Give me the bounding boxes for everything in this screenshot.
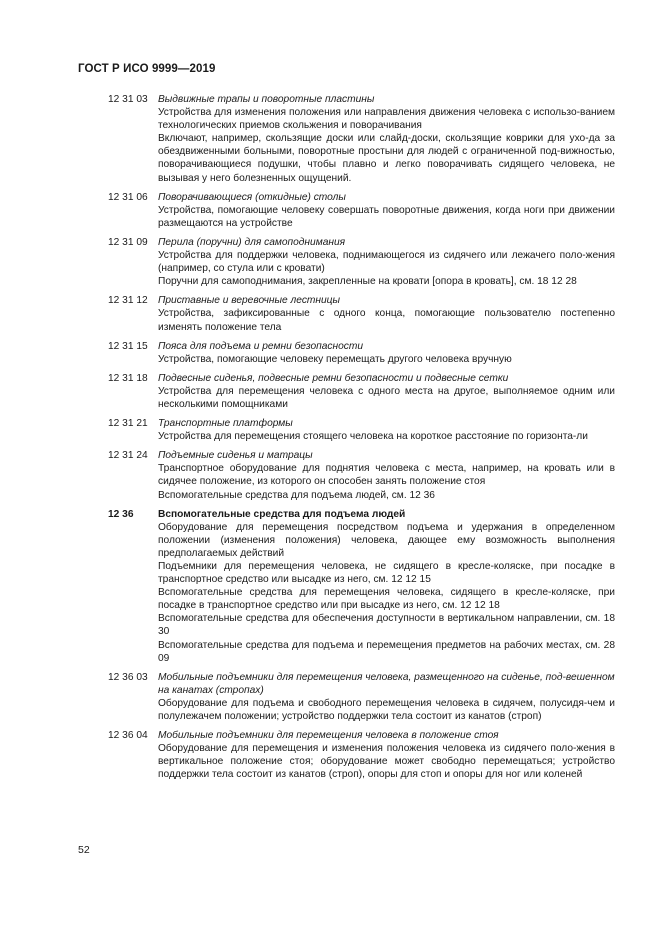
entry-body <box>158 93 615 185</box>
entry-paragraph: Подъемники для перемещения человека, не сидящего в кресле-коляске, при посадке в транспортное средство или высадке из него, см. 12 12 15 <box>158 561 615 586</box>
entry-body <box>158 372 615 411</box>
entry-body <box>158 340 615 366</box>
entry-code: 12 31 24 <box>108 450 148 462</box>
page-number: 52 <box>78 844 90 856</box>
entry-paragraph: Вспомогательные средства для перемещения человека, сидящего в кресле-коляске, при посадке в транспортное средство или при высадке из него, см. 12 12 18 <box>158 587 615 612</box>
entry-title: Транспортные платформы <box>158 418 293 430</box>
entry-title: Выдвижные трапы и поворотные пластины <box>158 94 375 105</box>
entry-body <box>158 236 615 288</box>
entry-code: 12 36 <box>108 508 134 520</box>
entry-paragraph: Устройства, помогающие человеку перемещать другого человека вручную <box>158 353 512 365</box>
entry-code: 12 31 12 <box>108 295 148 307</box>
classification-entry <box>0 508 661 665</box>
entry-paragraph: Устройства, помогающие человеку совершать поворотные движения, когда ноги при движении размещаются на устройстве <box>158 204 615 229</box>
entry-paragraph: Транспортное оборудование для поднятия человека с места, например, на кровать или в сидячее положение, из которого он способен занять положение стоя <box>158 463 615 488</box>
entry-code: 12 36 04 <box>108 730 148 742</box>
entry-paragraph: Оборудование для перемещения и изменения положения человека из сидячего поло-жения в вертикальное положение стоя; оборудование может свободно перемещаться; устройство поддержки тела состоит из канатов (строп), опоры для стоп и опоры для ног или коленей <box>158 743 615 781</box>
entry-code: 12 31 21 <box>108 418 148 430</box>
entry-paragraph: Оборудование для подъема и свободного перемещения человека в сидячем, полусидя-чем и полулежачем положении; устройство поддержки тела состоит из канатов (строп) <box>158 697 615 723</box>
entry-body <box>158 671 615 723</box>
entry-paragraph: Поручни для самоподнимания, закрепленные на кровати [опора в кровать], см. 18 12 28 <box>158 276 577 288</box>
entry-paragraph: Оборудование для перемещения посредством подъема и удержания в определенном положении (изменения положения) человека, дающее ему возможность выполнения предполагаемых действий <box>158 521 615 559</box>
entry-body <box>158 417 615 443</box>
classification-entries <box>0 93 661 788</box>
entry-paragraph: Вспомогательные средства для подъема людей, см. 12 36 <box>158 489 435 501</box>
entry-body <box>158 191 615 230</box>
entry-title: Мобильные подъемники для перемещения человека в положение стоя <box>158 730 499 742</box>
entry-title: Мобильные подъемники для перемещения человека, размещенного на сиденье, под-вешенном на канатах (стропах) <box>158 671 615 696</box>
entry-title: Вспомогательные средства для подъема людей <box>158 508 406 520</box>
classification-entry <box>0 294 661 333</box>
classification-entry <box>0 93 661 185</box>
entry-paragraph: Устройства, зафиксированные с одного конца, помогающие пользователю постепенно изменять положение тела <box>158 308 615 333</box>
entry-body <box>158 729 615 781</box>
entry-title: Подвесные сиденья, подвесные ремни безопасности и подвесные сетки <box>158 372 509 384</box>
entry-code: 12 31 15 <box>108 340 148 352</box>
entry-paragraph: Вспомогательные средства для подъема и перемещения предметов на рабочих местах, см. 28 09 <box>158 639 615 664</box>
entry-title: Приставные и веревочные лестницы <box>158 295 340 307</box>
entry-title: Перила (поручни) для самоподнимания <box>158 236 346 248</box>
entry-paragraph: Устройства для перемещения стоящего человека на короткое расстояние по горизонта-ли <box>158 431 588 443</box>
entry-title: Подъемные сиденья и матрацы <box>158 450 313 462</box>
classification-entry <box>0 340 661 366</box>
entry-paragraph: Устройства для перемещения человека с одного места на другое, выполняемое одним или несколькими помощниками <box>158 385 615 410</box>
entry-title: Пояса для подъема и ремни безопасности <box>158 340 364 352</box>
page-header: ГОСТ Р ИСО 9999—2019 <box>78 63 216 75</box>
entry-body <box>158 449 615 501</box>
entry-paragraph: Устройства для поддержки человека, поднимающегося из сидячего или лежачего поло-жения (например, со стула или с кровати) <box>158 250 615 275</box>
classification-entry <box>0 372 661 411</box>
entry-code: 12 31 09 <box>108 236 148 248</box>
classification-entry <box>0 236 661 288</box>
entry-title: Поворачивающиеся (откидные) столы <box>158 191 346 203</box>
classification-entry <box>0 671 661 723</box>
entry-paragraph: Вспомогательные средства для обеспечения доступности в вертикальном направлении, см. 18 30 <box>158 613 615 638</box>
entry-code: 12 31 18 <box>108 372 148 384</box>
entry-paragraph: Включают, например, скользящие доски или слайд-доски, скользящие коврики для ухо-да за обездвиженными больными, поворотные простыни для людей с ограниченной под-вижностью, поворачивающиеся подушки, чтобы плавно и легко поворачивать сидящего человека, не вызывая у него болезненных ощущений. <box>158 133 615 184</box>
classification-entry <box>0 191 661 230</box>
entry-code: 12 31 03 <box>108 94 148 105</box>
entry-code: 12 31 06 <box>108 191 148 203</box>
classification-entry <box>0 417 661 443</box>
entry-paragraph: Устройства для изменения положения или направления движения человека с использо-ванием технологических приемов скольжения и поворачивания <box>158 107 615 132</box>
entry-body <box>158 294 615 333</box>
entry-code: 12 36 03 <box>108 671 148 683</box>
classification-entry <box>0 729 661 781</box>
entry-body <box>158 508 615 665</box>
classification-entry <box>0 449 661 501</box>
